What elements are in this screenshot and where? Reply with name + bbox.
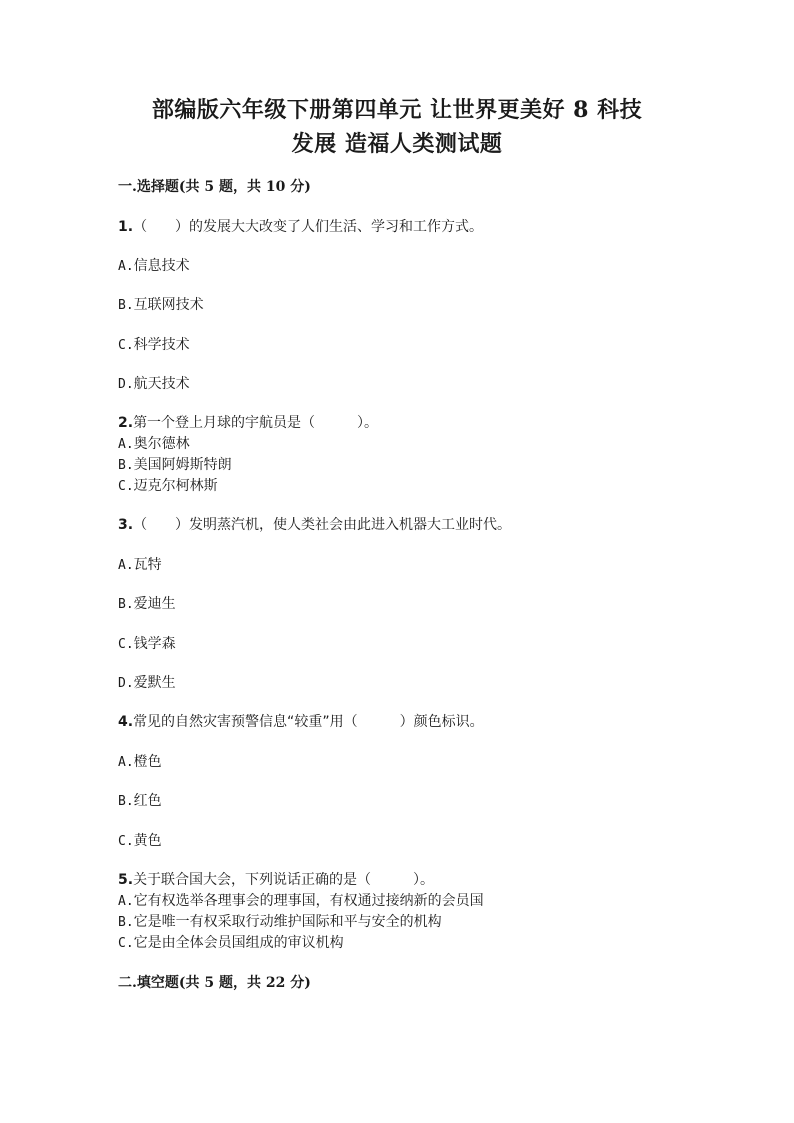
option-text: 橙色 — [133, 754, 162, 770]
option-letter: A. — [118, 755, 134, 770]
option-letter: B. — [118, 458, 134, 473]
question-3-stem — [118, 518, 511, 532]
question-number: 1. — [118, 219, 134, 235]
question-text: 关于联合国大会，下列说话正确的是（ ）。 — [133, 872, 435, 888]
option-text: 信息技术 — [133, 258, 190, 274]
option-text: 红色 — [133, 793, 162, 809]
question-1-option-a — [118, 259, 190, 273]
question-1-option-b — [118, 298, 204, 312]
option-letter: C. — [118, 338, 134, 353]
document-title-line-2: 发展 造福人类测试题 — [291, 131, 503, 157]
question-5-option-c — [118, 936, 344, 950]
option-text: 爱默生 — [133, 675, 176, 691]
option-text: 它是由全体会员国组成的审议机构 — [133, 935, 344, 951]
option-text: 爱迪生 — [133, 596, 176, 612]
question-3-option-b — [118, 597, 176, 611]
document-title-line-1: 部编版六年级下册第四单元 让世界更美好 8 科技 — [151, 97, 643, 123]
option-text: 互联网技术 — [133, 297, 204, 313]
question-2-option-b — [118, 458, 232, 472]
option-letter: C. — [118, 936, 134, 951]
question-5-option-b — [118, 915, 442, 929]
question-text: （ ）的发展大大改变了人们生活、学习和工作方式。 — [133, 219, 484, 235]
question-text: 常见的自然灾害预警信息“较重”用（ ）颜色标识。 — [133, 714, 484, 730]
question-number: 5. — [118, 872, 134, 888]
option-letter: D. — [118, 676, 134, 691]
option-text: 瓦特 — [133, 557, 162, 573]
section-heading-fill-in: 二.填空题(共 5 题，共 22 分) — [118, 975, 311, 991]
option-letter: D. — [118, 377, 134, 392]
question-3-option-d — [118, 676, 176, 690]
question-number: 4. — [118, 714, 134, 730]
question-4-option-a — [118, 755, 162, 769]
option-text: 它有权选举各理事会的理事国，有权通过接纳新的会员国 — [133, 893, 484, 909]
question-2-stem — [118, 416, 378, 430]
question-3-option-c — [118, 637, 176, 651]
option-letter: C. — [118, 637, 134, 652]
option-letter: B. — [118, 298, 134, 313]
option-text: 黄色 — [133, 833, 162, 849]
option-text: 钱学森 — [133, 636, 176, 652]
question-number: 3. — [118, 517, 134, 533]
option-letter: C. — [118, 834, 134, 849]
option-letter: A. — [118, 259, 134, 274]
option-letter: A. — [118, 558, 134, 573]
question-3-option-a — [118, 558, 162, 572]
option-letter: B. — [118, 794, 134, 809]
section-heading-choice: 一.选择题(共 5 题，共 10 分) — [118, 179, 311, 195]
option-letter: A. — [118, 894, 134, 909]
question-5-stem — [118, 873, 434, 887]
option-text: 奥尔德林 — [133, 436, 190, 452]
option-text: 它是唯一有权采取行动维护国际和平与安全的机构 — [133, 914, 442, 930]
option-letter: C. — [118, 479, 134, 494]
option-text: 科学技术 — [133, 337, 190, 353]
question-4-option-b — [118, 794, 162, 808]
question-1-option-d — [118, 377, 190, 391]
option-letter: A. — [118, 437, 134, 452]
question-4-stem — [118, 715, 484, 729]
option-text: 美国阿姆斯特朗 — [133, 457, 232, 473]
question-number: 2. — [118, 415, 134, 431]
option-text: 航天技术 — [133, 376, 190, 392]
option-letter: B. — [118, 597, 134, 612]
question-2-option-a — [118, 437, 190, 451]
option-text: 迈克尔柯林斯 — [133, 478, 218, 494]
question-4-option-c — [118, 834, 162, 848]
question-1-option-c — [118, 338, 190, 352]
question-1-stem — [118, 220, 483, 234]
option-letter: B. — [118, 915, 134, 930]
question-text: 第一个登上月球的宇航员是（ ）。 — [133, 415, 379, 431]
question-text: （ ）发明蒸汽机，使人类社会由此进入机器大工业时代。 — [133, 517, 512, 533]
question-2-option-c — [118, 479, 218, 493]
question-5-option-a — [118, 894, 484, 908]
